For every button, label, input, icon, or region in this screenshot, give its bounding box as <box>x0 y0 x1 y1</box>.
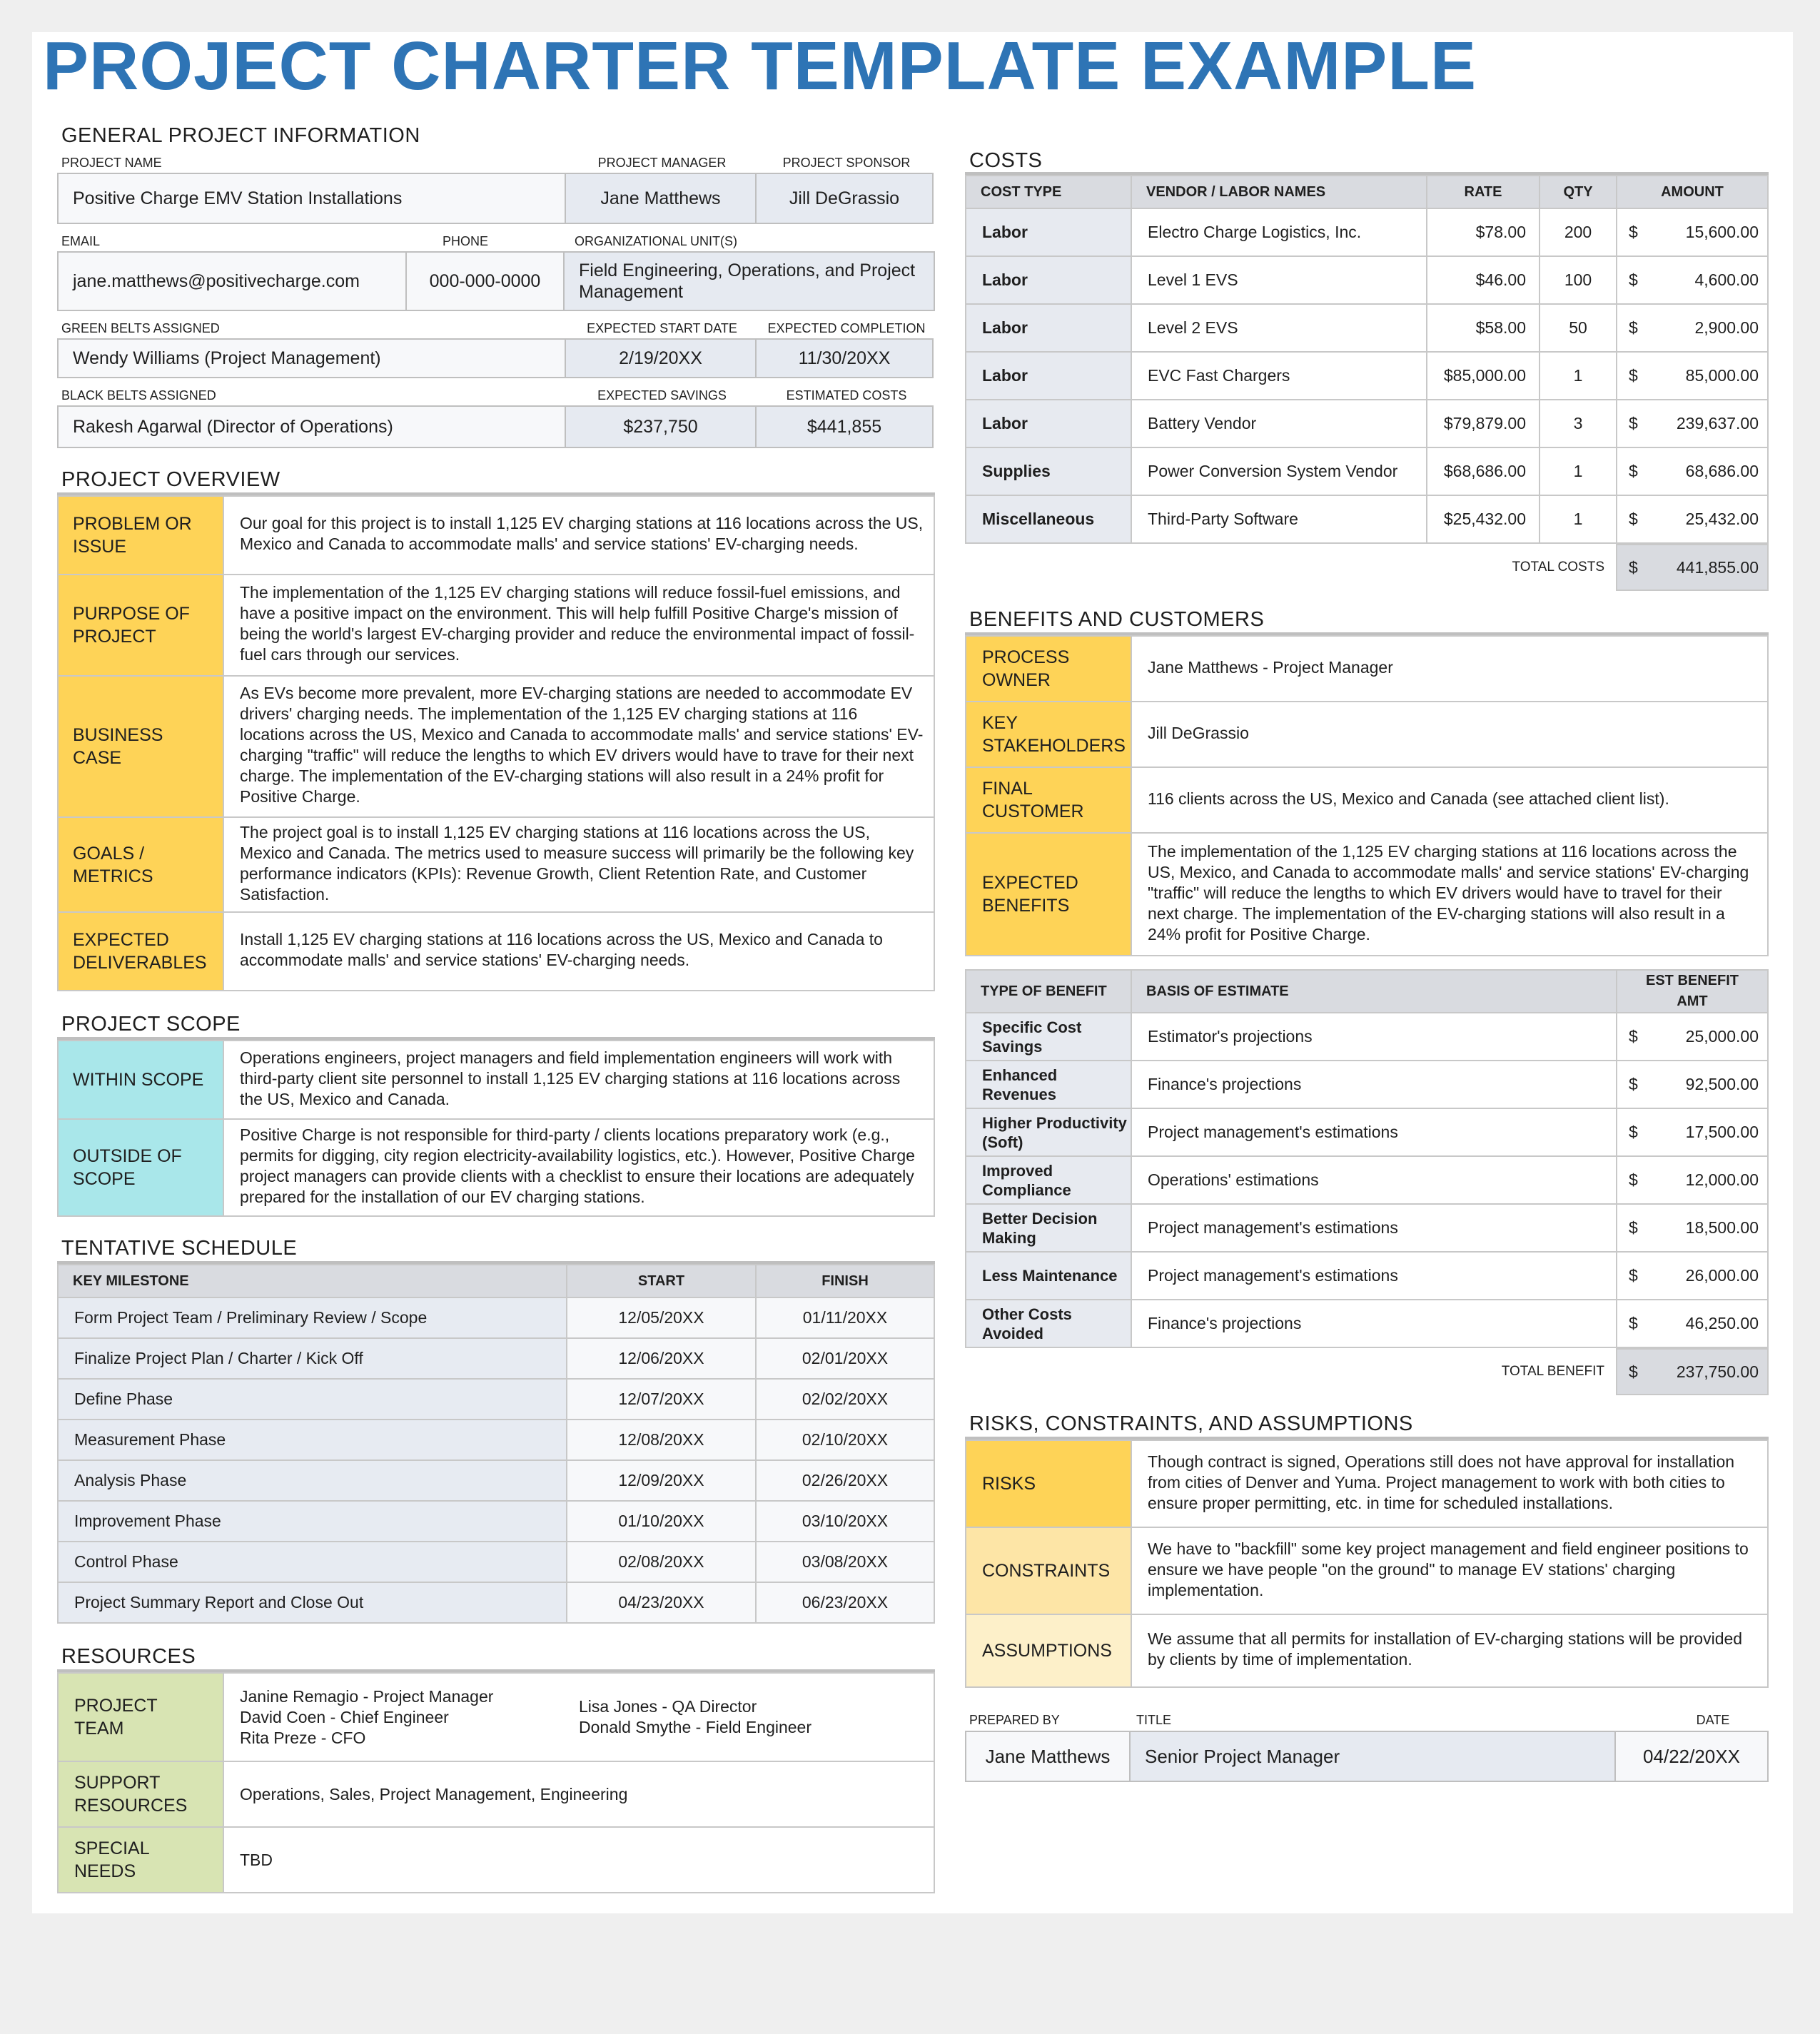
currency-symbol: $ <box>1629 414 1638 432</box>
savings-field[interactable]: $237,750 <box>565 405 757 448</box>
scope-row <box>58 1119 934 1216</box>
currency-symbol: $ <box>1629 510 1638 528</box>
amount-value: 15,600.00 <box>1685 223 1759 241</box>
table-row <box>58 1420 934 1460</box>
est-amount-value: 25,000.00 <box>1685 1027 1759 1046</box>
vendor-cell: Third-Party Software <box>1131 495 1427 543</box>
right-column <box>965 146 1769 1782</box>
finish-cell: 02/01/20XX <box>756 1338 934 1379</box>
basis-cell: Finance's projections <box>1131 1300 1617 1347</box>
phone-field[interactable]: 000-000-0000 <box>405 251 565 311</box>
basis-cell: Project management's estimations <box>1131 1204 1617 1252</box>
rate-cell: $78.00 <box>1427 208 1540 256</box>
risk-key: RISKS <box>966 1440 1131 1527</box>
total-benefit-value <box>1616 1348 1769 1395</box>
email-label: EMAIL <box>61 234 101 248</box>
finish-cell: 02/26/20XX <box>756 1460 934 1501</box>
start-date-field[interactable]: 2/19/20XX <box>565 338 757 378</box>
benefit-type-cell: Enhanced Revenues <box>966 1061 1131 1108</box>
project-team-value <box>223 1673 934 1761</box>
benefit-value: Jane Matthews - Project Manager <box>1131 636 1768 702</box>
table-row <box>966 352 1768 400</box>
qty-cell: 50 <box>1540 304 1617 352</box>
scope-row <box>58 1041 934 1119</box>
risk-value: We assume that all permits for installation of EV-charging stations will be provided by clients by time of implementation. <box>1131 1614 1768 1687</box>
milestone-cell: Measurement Phase <box>58 1420 567 1460</box>
basis-cell: Project management's estimations <box>1131 1252 1617 1300</box>
risk-key: CONSTRAINTS <box>966 1527 1131 1614</box>
table-row <box>58 1460 934 1501</box>
table-row <box>58 1582 934 1623</box>
overview-value: Install 1,125 EV charging stations at 116 locations across the US, Mexico and Canada to accommodate malls' and service stations' EV-charging needs. <box>223 912 934 991</box>
amount-cell <box>1617 352 1768 400</box>
basis-cell: Estimator's projections <box>1131 1013 1617 1061</box>
overview-row <box>58 676 934 817</box>
table-row <box>966 447 1768 495</box>
table-row <box>58 1501 934 1542</box>
cost-type-cell: Labor <box>966 256 1131 304</box>
milestone-cell: Project Summary Report and Close Out <box>58 1582 567 1623</box>
overview-table <box>57 495 935 991</box>
finish-cell: 03/08/20XX <box>756 1542 934 1582</box>
currency-symbol: $ <box>1629 1170 1638 1189</box>
qty-cell: 3 <box>1540 400 1617 447</box>
rate-cell: $46.00 <box>1427 256 1540 304</box>
finish-cell: 02/02/20XX <box>756 1379 934 1420</box>
amount-cell <box>1617 447 1768 495</box>
start-cell: 01/10/20XX <box>567 1501 756 1542</box>
risk-key: ASSUMPTIONS <box>966 1614 1131 1687</box>
team-member: Janine Remagio - Project Manager <box>240 1686 494 1706</box>
savings-label: EXPECTED SAVINGS <box>597 388 727 403</box>
table-row <box>966 304 1768 352</box>
total-benefit <box>965 1348 1769 1395</box>
currency-symbol: $ <box>1629 270 1638 289</box>
support-value: Operations, Sales, Project Management, Engineering <box>223 1761 934 1827</box>
risks-table <box>965 1440 1769 1688</box>
benefit-row <box>966 767 1768 833</box>
qty-col-header: QTY <box>1540 176 1617 208</box>
milestone-cell: Analysis Phase <box>58 1460 567 1501</box>
benefit-type-cell: Higher Productivity (Soft) <box>966 1108 1131 1156</box>
black-belts-field[interactable]: Rakesh Agarwal (Director of Operations) <box>57 405 566 448</box>
prepared-title-field[interactable]: Senior Project Manager <box>1129 1731 1616 1782</box>
est-amount-cell <box>1617 1252 1768 1300</box>
table-row <box>58 1297 934 1338</box>
currency-symbol: $ <box>1629 318 1638 337</box>
green-belts-field[interactable]: Wendy Williams (Project Management) <box>57 338 566 378</box>
rate-col-header: RATE <box>1427 176 1540 208</box>
benefit-key: EXPECTED BENEFITS <box>966 833 1131 956</box>
amount-value: 68,686.00 <box>1685 462 1759 480</box>
table-row <box>58 1338 934 1379</box>
finish-cell: 03/10/20XX <box>756 1501 934 1542</box>
scope-heading: PROJECT SCOPE <box>57 1008 935 1040</box>
general-heading: GENERAL PROJECT INFORMATION <box>61 124 420 147</box>
project-name-field[interactable]: Positive Charge EMV Station Installations <box>57 173 566 224</box>
rate-cell: $85,000.00 <box>1427 352 1540 400</box>
benefit-value: 116 clients across the US, Mexico and Canada (see attached client list). <box>1131 767 1768 833</box>
benefit-row <box>966 702 1768 767</box>
est-amount-value: 26,000.00 <box>1685 1266 1759 1285</box>
total-benefit-amount: 237,750.00 <box>1676 1362 1759 1381</box>
benefit-type-cell: Less Maintenance <box>966 1252 1131 1300</box>
est-amount-value: 18,500.00 <box>1685 1218 1759 1237</box>
start-cell: 04/23/20XX <box>567 1582 756 1623</box>
resources-row <box>58 1673 934 1761</box>
table-row <box>966 1013 1768 1061</box>
benefit-row <box>966 636 1768 702</box>
overview-value: Our goal for this project is to install 1,125 EV charging stations at 116 locations across the US, Mexico and Canada to accommodate malls' and service stations' EV-charging needs. <box>223 496 934 575</box>
overview-row <box>58 496 934 575</box>
overview-row <box>58 817 934 912</box>
table-row <box>966 1204 1768 1252</box>
overview-row <box>58 575 934 676</box>
vendor-cell: EVC Fast Chargers <box>1131 352 1427 400</box>
costs-heading: COSTS <box>965 146 1769 175</box>
milestone-col-header: KEY MILESTONE <box>58 1265 567 1297</box>
total-costs-label: TOTAL COSTS <box>1512 560 1604 575</box>
completion-label: EXPECTED COMPLETION <box>767 321 926 335</box>
est-amount-value: 12,000.00 <box>1685 1170 1759 1189</box>
costs-table <box>965 175 1769 544</box>
currency-symbol: $ <box>1629 223 1638 241</box>
org-unit-field[interactable]: Field Engineering, Operations, and Project Management <box>563 251 935 311</box>
scope-value: Positive Charge is not responsible for third-party / clients locations preparatory work (e.g., permits for digging, city region electricity-availability logistics, etc.). However, Positive Charge project managers can provide clients with a checklist to ensure their locations are adequately prepared for the installation of our EV charging stations. <box>223 1119 934 1216</box>
total-costs <box>965 544 1769 591</box>
overview-key: PROBLEM OR ISSUE <box>58 496 223 575</box>
start-cell: 12/05/20XX <box>567 1297 756 1338</box>
risk-row <box>966 1440 1768 1527</box>
amount-value: 2,900.00 <box>1694 318 1759 337</box>
finish-cell: 02/10/20XX <box>756 1420 934 1460</box>
rate-cell: $79,879.00 <box>1427 400 1540 447</box>
scope-key: OUTSIDE OF SCOPE <box>58 1119 223 1216</box>
benefit-type-cell: Other Costs Avoided <box>966 1300 1131 1347</box>
basis-cell: Finance's projections <box>1131 1061 1617 1108</box>
currency-symbol: $ <box>1629 1123 1638 1141</box>
est-amount-cell <box>1617 1156 1768 1204</box>
table-row <box>966 1061 1768 1108</box>
page-title: PROJECT CHARTER TEMPLATE EXAMPLE <box>43 28 1477 104</box>
basis-cell: Project management's estimations <box>1131 1108 1617 1156</box>
overview-value: The project goal is to install 1,125 EV charging stations at 116 locations across the US, Mexico and Canada. The metrics used to measure success will primarily be the following key performance indicators (KPIs): Revenue Growth, Client Retention Rate, and Customer Satisfaction. <box>223 817 934 912</box>
benefit-estimates-table <box>965 969 1769 1348</box>
qty-cell: 1 <box>1540 352 1617 400</box>
milestone-cell: Improvement Phase <box>58 1501 567 1542</box>
currency-symbol: $ <box>1629 366 1638 385</box>
benefit-key: FINAL CUSTOMER <box>966 767 1131 833</box>
rate-cell: $68,686.00 <box>1427 447 1540 495</box>
support-key: SUPPORT RESOURCES <box>58 1761 223 1827</box>
vendor-cell: Electro Charge Logistics, Inc. <box>1131 208 1427 256</box>
special-needs-value: TBD <box>223 1827 934 1893</box>
resources-heading: RESOURCES <box>57 1641 935 1672</box>
resources-row <box>58 1827 934 1893</box>
qty-cell: 100 <box>1540 256 1617 304</box>
project-name-label: PROJECT NAME <box>61 156 162 170</box>
qty-cell: 1 <box>1540 495 1617 543</box>
est-amount-value: 46,250.00 <box>1685 1314 1759 1332</box>
table-row <box>58 1379 934 1420</box>
amount-value: 239,637.00 <box>1676 414 1759 432</box>
total-costs-amount: 441,855.00 <box>1676 557 1759 577</box>
qty-cell: 200 <box>1540 208 1617 256</box>
milestone-cell: Finalize Project Plan / Charter / Kick Off <box>58 1338 567 1379</box>
amount-value: 4,600.00 <box>1694 270 1759 289</box>
benefits-heading: BENEFITS AND CUSTOMERS <box>965 604 1769 635</box>
total-costs-value <box>1616 544 1769 591</box>
prepared-by-field[interactable]: Jane Matthews <box>965 1731 1131 1782</box>
overview-key: GOALS / METRICS <box>58 817 223 912</box>
amount-value: 25,432.00 <box>1685 510 1759 528</box>
schedule-header <box>58 1265 934 1297</box>
overview-row <box>58 912 934 991</box>
est-amount-col-header: EST BENEFIT AMT <box>1617 970 1768 1013</box>
benefit-type-cell: Specific Cost Savings <box>966 1013 1131 1061</box>
currency-symbol: $ <box>1629 557 1638 577</box>
overview-key: BUSINESS CASE <box>58 676 223 817</box>
cost-type-cell: Labor <box>966 352 1131 400</box>
risks-heading: RISKS, CONSTRAINTS, AND ASSUMPTIONS <box>965 1408 1769 1440</box>
project-team-key: PROJECT TEAM <box>58 1673 223 1761</box>
prepared-title-label: TITLE <box>1136 1713 1172 1727</box>
start-cell: 12/08/20XX <box>567 1420 756 1460</box>
risk-value: We have to "backfill" some key project management and field engineer positions to ensure we have people "on the ground" to manage EV stations' charging implementation. <box>1131 1527 1768 1614</box>
cost-type-cell: Labor <box>966 304 1131 352</box>
benefit-key: PROCESS OWNER <box>966 636 1131 702</box>
finish-cell: 01/11/20XX <box>756 1297 934 1338</box>
prepared-date-field[interactable]: 04/22/20XX <box>1614 1731 1769 1782</box>
overview-value: The implementation of the 1,125 EV charging stations will reduce fossil-fuel emissions, and have a positive impact on the environment. This will help fulfill Positive Charge's mission of being the world's largest EV-charging provider and reduce the environmental impact of fossil-fuel cars through our services. <box>223 575 934 676</box>
est-amount-cell <box>1617 1061 1768 1108</box>
table-row <box>966 400 1768 447</box>
start-cell: 12/07/20XX <box>567 1379 756 1420</box>
risk-value: Though contract is signed, Operations still does not have approval for installation from cities of Denver and Yuma. Project management to work with both cities to ensure proper permitting, etc. in time for scheduled installations. <box>1131 1440 1768 1527</box>
qty-cell: 1 <box>1540 447 1617 495</box>
cost-type-cell: Labor <box>966 208 1131 256</box>
est-amount-cell <box>1617 1204 1768 1252</box>
table-row <box>58 1542 934 1582</box>
est-amount-cell <box>1617 1300 1768 1347</box>
currency-symbol: $ <box>1629 1362 1638 1381</box>
cost-type-cell: Miscellaneous <box>966 495 1131 543</box>
project-sponsor-label: PROJECT SPONSOR <box>782 156 911 170</box>
phone-label: PHONE <box>443 234 489 248</box>
start-date-label: EXPECTED START DATE <box>587 321 737 335</box>
overview-key: EXPECTED DELIVERABLES <box>58 912 223 991</box>
benefit-estimates-header <box>966 970 1768 1013</box>
table-row <box>966 1156 1768 1204</box>
org-unit-label: ORGANIZATIONAL UNIT(S) <box>575 234 738 248</box>
benefits-customers-table <box>965 635 1769 956</box>
team-member: David Coen - Chief Engineer <box>240 1707 449 1726</box>
prepared-date-label: DATE <box>1696 1713 1730 1727</box>
benefit-type-col-header: TYPE OF BENEFIT <box>966 970 1131 1013</box>
schedule-table <box>57 1264 935 1624</box>
start-cell: 12/09/20XX <box>567 1460 756 1501</box>
resources-table <box>57 1672 935 1893</box>
amount-value: 85,000.00 <box>1685 366 1759 385</box>
milestone-cell: Control Phase <box>58 1542 567 1582</box>
resources-row <box>58 1761 934 1827</box>
risk-row <box>966 1614 1768 1687</box>
benefit-type-cell: Improved Compliance <box>966 1156 1131 1204</box>
benefit-row <box>966 833 1768 956</box>
finish-cell: 06/23/20XX <box>756 1582 934 1623</box>
vendor-cell: Battery Vendor <box>1131 400 1427 447</box>
overview-heading: PROJECT OVERVIEW <box>57 464 935 495</box>
table-row <box>966 1252 1768 1300</box>
email-field[interactable]: jane.matthews@positivecharge.com <box>57 251 407 311</box>
benefit-key: KEY STAKEHOLDERS <box>966 702 1131 767</box>
completion-field[interactable]: 11/30/20XX <box>755 338 934 378</box>
benefit-value: The implementation of the 1,125 EV charging stations at 116 locations across the US, Mexico, and Canada to accommodate malls' and service stations' EV-charging "traffic" will reduce the lengths to which EV drivers would have to travel for their next charge. The implementation of the EV-charging stations will also result in a 24% profit for Positive Charge. <box>1131 833 1768 956</box>
vendor-cell: Level 1 EVS <box>1131 256 1427 304</box>
currency-symbol: $ <box>1629 1027 1638 1046</box>
vendor-cell: Power Conversion System Vendor <box>1131 447 1427 495</box>
start-cell: 02/08/20XX <box>567 1542 756 1582</box>
milestone-cell: Form Project Team / Preliminary Review / Scope <box>58 1297 567 1338</box>
start-cell: 12/06/20XX <box>567 1338 756 1379</box>
schedule-heading: TENTATIVE SCHEDULE <box>57 1233 935 1264</box>
currency-symbol: $ <box>1629 1218 1638 1237</box>
green-belts-label: GREEN BELTS ASSIGNED <box>61 321 220 335</box>
scope-table <box>57 1040 935 1217</box>
benefit-type-cell: Better Decision Making <box>966 1204 1131 1252</box>
est-amount-value: 92,500.00 <box>1685 1075 1759 1093</box>
currency-symbol: $ <box>1629 462 1638 480</box>
amount-cell <box>1617 256 1768 304</box>
team-member: Rita Preze - CFO <box>240 1728 366 1747</box>
overview-value: As EVs become more prevalent, more EV-charging stations are needed to accommodate EV drivers' charging needs. The implementation of the 1,125 EV charging stations at 116 locations across the US, Mexico and Canada to accommodate malls' and service stations' EV-charging "traffic" will reduce the lengths to which EV drivers would have to trave for their next charge. The implementation of the EV-charging stations will also result in a 24% profit for Positive Charge. <box>223 676 934 817</box>
amount-cell <box>1617 208 1768 256</box>
black-belts-label: BLACK BELTS ASSIGNED <box>61 388 216 403</box>
amount-col-header: AMOUNT <box>1617 176 1768 208</box>
total-benefit-label: TOTAL BENEFIT <box>1501 1364 1604 1379</box>
benefit-value: Jill DeGrassio <box>1131 702 1768 767</box>
prepared-by-label: PREPARED BY <box>969 1713 1060 1727</box>
currency-symbol: $ <box>1629 1314 1638 1332</box>
basis-col-header: BASIS OF ESTIMATE <box>1131 970 1617 1013</box>
est-costs-label: ESTIMATED COSTS <box>786 388 907 403</box>
start-col-header: START <box>567 1265 756 1297</box>
table-row <box>966 1108 1768 1156</box>
currency-symbol: $ <box>1629 1266 1638 1285</box>
table-row <box>966 208 1768 256</box>
est-costs-field[interactable]: $441,855 <box>755 405 934 448</box>
finish-col-header: FINISH <box>756 1265 934 1297</box>
milestone-cell: Define Phase <box>58 1379 567 1420</box>
overview-key: PURPOSE OF PROJECT <box>58 575 223 676</box>
left-column <box>57 121 935 1893</box>
project-manager-label: PROJECT MANAGER <box>597 156 727 170</box>
rate-cell: $25,432.00 <box>1427 495 1540 543</box>
project-sponsor-field[interactable]: Jill DeGrassio <box>755 173 934 224</box>
table-row <box>966 1300 1768 1347</box>
vendor-cell: Level 2 EVS <box>1131 304 1427 352</box>
est-amount-cell <box>1617 1108 1768 1156</box>
rate-cell: $58.00 <box>1427 304 1540 352</box>
amount-cell <box>1617 304 1768 352</box>
currency-symbol: $ <box>1629 1075 1638 1093</box>
project-manager-field[interactable]: Jane Matthews <box>565 173 757 224</box>
amount-cell <box>1617 495 1768 543</box>
special-needs-key: SPECIAL NEEDS <box>58 1827 223 1893</box>
basis-cell: Operations' estimations <box>1131 1156 1617 1204</box>
costs-header <box>966 176 1768 208</box>
est-amount-value: 17,500.00 <box>1685 1123 1759 1141</box>
amount-cell <box>1617 400 1768 447</box>
cost-type-cell: Labor <box>966 400 1131 447</box>
cost-type-cell: Supplies <box>966 447 1131 495</box>
scope-value: Operations engineers, project managers and field implementation engineers will work with third-party client site personnel to install 1,125 EV charging stations at 116 locations across the US, Mexico and Canada. <box>223 1041 934 1119</box>
est-amount-cell <box>1617 1013 1768 1061</box>
scope-key: WITHIN SCOPE <box>58 1041 223 1119</box>
cost-type-col-header: COST TYPE <box>966 176 1131 208</box>
team-member: Lisa Jones - QA Director <box>579 1696 757 1716</box>
team-member: Donald Smythe - Field Engineer <box>579 1717 812 1736</box>
risk-row <box>966 1527 1768 1614</box>
vendor-col-header: VENDOR / LABOR NAMES <box>1131 176 1427 208</box>
table-row <box>966 256 1768 304</box>
table-row <box>966 495 1768 543</box>
